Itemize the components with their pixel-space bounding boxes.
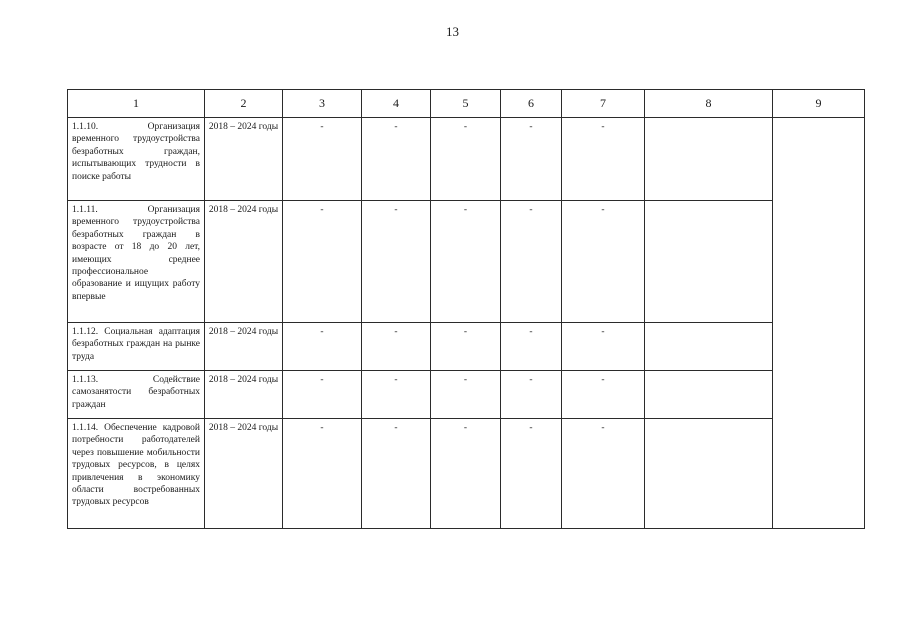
page-number: 13 — [446, 24, 459, 39]
cell-col-5: - — [431, 201, 501, 323]
cell-col-6: - — [501, 323, 562, 371]
activity-period: 2018 – 2024 годы — [205, 118, 283, 201]
activity-name: 1.1.14. Обеспечение кадровой потребности работодателей через повышение мобильности трудовых ресурсов, в целях привлечения в экономику области востребованных трудовых ресурсов — [68, 419, 205, 529]
header-col-8: 8 — [645, 90, 773, 118]
activity-name: 1.1.13. Содействие самозанятости безработных граждан — [68, 371, 205, 419]
header-col-2: 2 — [205, 90, 283, 118]
cell-col-8 — [645, 323, 773, 371]
cell-col-5: - — [431, 118, 501, 201]
cell-col-3: - — [283, 419, 362, 529]
cell-col-8 — [645, 118, 773, 201]
table-row — [68, 201, 865, 323]
cell-col-5: - — [431, 419, 501, 529]
header-col-4: 4 — [362, 90, 431, 118]
cell-col-4: - — [362, 323, 431, 371]
cell-col-7: - — [562, 323, 645, 371]
table-row — [68, 371, 865, 419]
cell-col-4: - — [362, 118, 431, 201]
cell-col-3: - — [283, 323, 362, 371]
header-col-9: 9 — [773, 90, 865, 118]
cell-col-8 — [645, 201, 773, 323]
cell-col-3: - — [283, 118, 362, 201]
header-col-5: 5 — [431, 90, 501, 118]
cell-col-4: - — [362, 201, 431, 323]
cell-col-5: - — [431, 323, 501, 371]
cell-col-6: - — [501, 118, 562, 201]
activity-name: 1.1.12. Социальная адаптация безработных граждан на рынке труда — [68, 323, 205, 371]
cell-col-8 — [645, 419, 773, 529]
cell-col-9-merged — [773, 118, 865, 529]
activity-period: 2018 – 2024 годы — [205, 201, 283, 323]
table-row — [68, 118, 865, 201]
cell-col-6: - — [501, 419, 562, 529]
activity-period: 2018 – 2024 годы — [205, 419, 283, 529]
cell-col-6: - — [501, 371, 562, 419]
cell-col-4: - — [362, 371, 431, 419]
activity-name: 1.1.11. Организация временного трудоустройства безработных граждан в возрасте от 18 до 20 лет, имеющих среднее профессиональное образование и ищущих работу впервые — [68, 201, 205, 323]
cell-col-7: - — [562, 371, 645, 419]
program-activities-table — [67, 89, 865, 529]
cell-col-6: - — [501, 201, 562, 323]
activity-period: 2018 – 2024 годы — [205, 323, 283, 371]
cell-col-7: - — [562, 419, 645, 529]
header-col-7: 7 — [562, 90, 645, 118]
activity-period: 2018 – 2024 годы — [205, 371, 283, 419]
cell-col-8 — [645, 371, 773, 419]
cell-col-4: - — [362, 419, 431, 529]
cell-col-7: - — [562, 118, 645, 201]
header-row — [68, 90, 865, 118]
cell-col-5: - — [431, 371, 501, 419]
cell-col-7: - — [562, 201, 645, 323]
header-col-6: 6 — [501, 90, 562, 118]
header-col-1: 1 — [68, 90, 205, 118]
activity-name: 1.1.10. Организация временного трудоустройства безработных граждан, испытывающих трудности в поиске работы — [68, 118, 205, 201]
table-row — [68, 419, 865, 529]
table-row — [68, 323, 865, 371]
header-col-3: 3 — [283, 90, 362, 118]
cell-col-3: - — [283, 201, 362, 323]
cell-col-3: - — [283, 371, 362, 419]
